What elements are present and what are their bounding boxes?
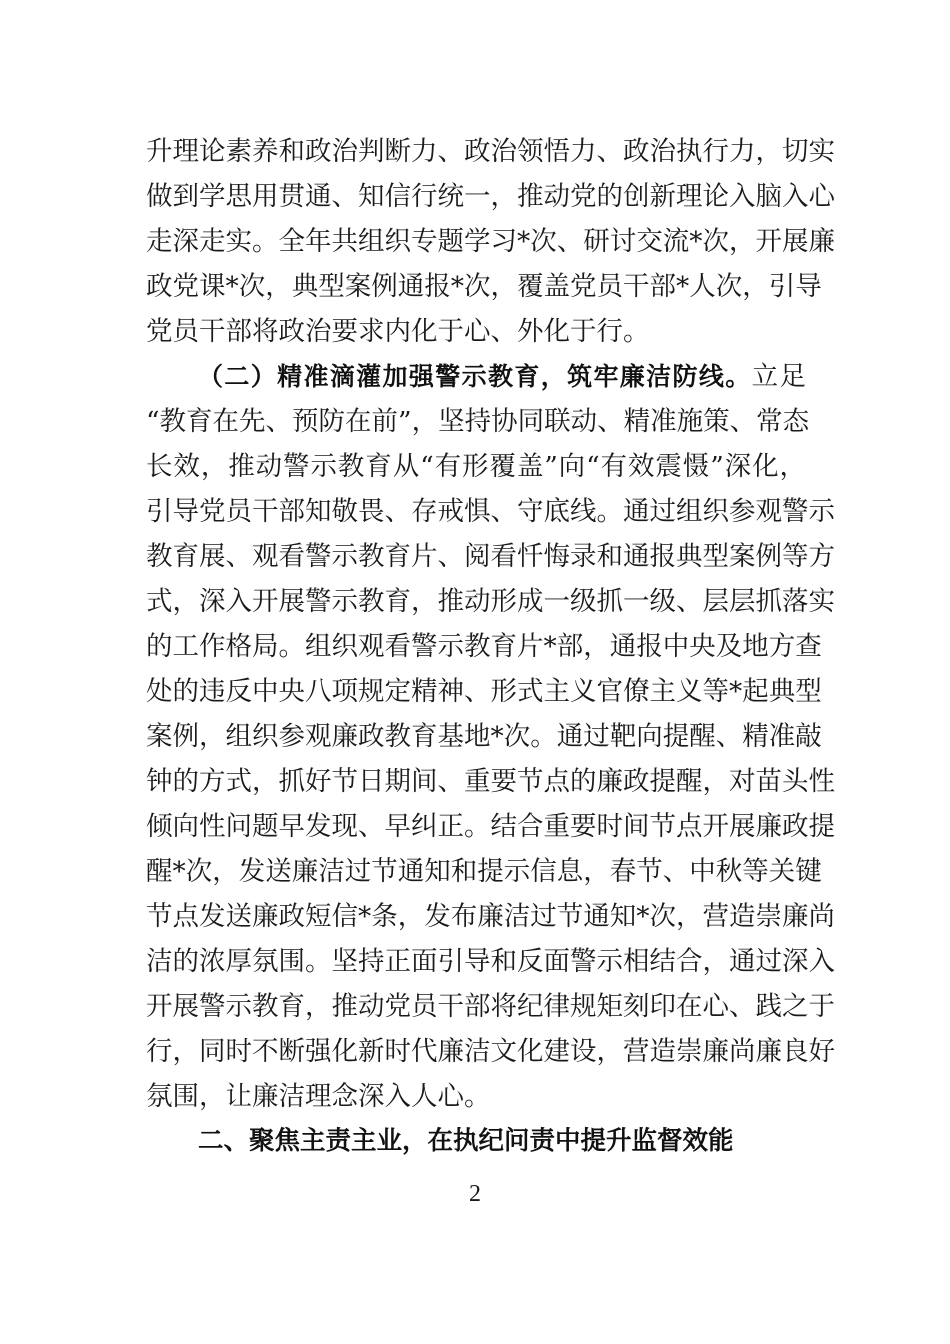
paragraph-line: 走深走实。全年共组织专题学习*次、研讨交流*次，开展廉	[146, 226, 835, 257]
paragraph-line: 长效，推动警示教育从“有形覆盖”向“有效震慑”深化，	[146, 451, 806, 482]
paragraph-line: 案例，组织参观廉政教育基地*次。通过靶向提醒、精准敲	[146, 721, 822, 752]
section-first-line	[198, 354, 806, 399]
paragraph-line: 做到学思用贯通、知信行统一，推动党的创新理论入脑入心	[146, 181, 835, 212]
paragraph-line: 的工作格局。组织观看警示教育片*部，通报中央及地方查	[146, 631, 822, 662]
paragraph-line: 行，同时不断强化新时代廉洁文化建设，营造崇廉尚廉良好	[146, 1036, 835, 1067]
section-first-line-rest: 立足	[751, 361, 806, 392]
paragraph-line: 氛围，让廉洁理念深入人心。	[146, 1081, 491, 1112]
paragraph-line: 引导党员干部知敬畏、存戒惧、守底线。通过组织参观警示	[146, 496, 835, 527]
paragraph-line: 倾向性问题早发现、早纠正。结合重要时间节点开展廉政提	[146, 811, 835, 842]
section-subtitle: （二）精准滴灌加强警示教育，筑牢廉洁防线。	[198, 362, 752, 391]
paragraph-line: 醒*次，发送廉洁过节通知和提示信息，春节、中秋等关键	[146, 856, 822, 887]
paragraph-line: 处的违反中央八项规定精神、形式主义官僚主义等*起典型	[146, 676, 822, 707]
paragraph-line: “教育在先、预防在前”，坚持协同联动、精准施策、常态	[146, 406, 810, 437]
paragraph-line: 节点发送廉政短信*条，发布廉洁过节通知*次，营造崇廉尚	[146, 901, 835, 932]
paragraph-line: 钟的方式，抓好节日期间、重要节点的廉政提醒，对苗头性	[146, 766, 835, 797]
paragraph-line: 开展警示教育，推动党员干部将纪律规矩刻印在心、践之于	[146, 991, 835, 1022]
paragraph-line: 党员干部将政治要求内化于心、外化于行。	[146, 316, 650, 347]
paragraph-line: 升理论素养和政治判断力、政治领悟力、政治执行力，切实	[146, 136, 835, 167]
paragraph-line: 式，深入开展警示教育，推动形成一级抓一级、层层抓落实	[146, 586, 835, 617]
section-heading: 二、聚焦主责主业，在执纪问责中提升监督效能	[198, 1126, 734, 1156]
paragraph-line: 政党课*次，典型案例通报*次，覆盖党员干部*人次，引导	[146, 271, 822, 302]
paragraph-line: 洁的浓厚氛围。坚持正面引导和反面警示相结合，通过深入	[146, 946, 835, 977]
paragraph-line: 教育展、观看警示教育片、阅看忏悔录和通报典型案例等方	[146, 541, 835, 572]
page-number: 2	[469, 1181, 481, 1207]
